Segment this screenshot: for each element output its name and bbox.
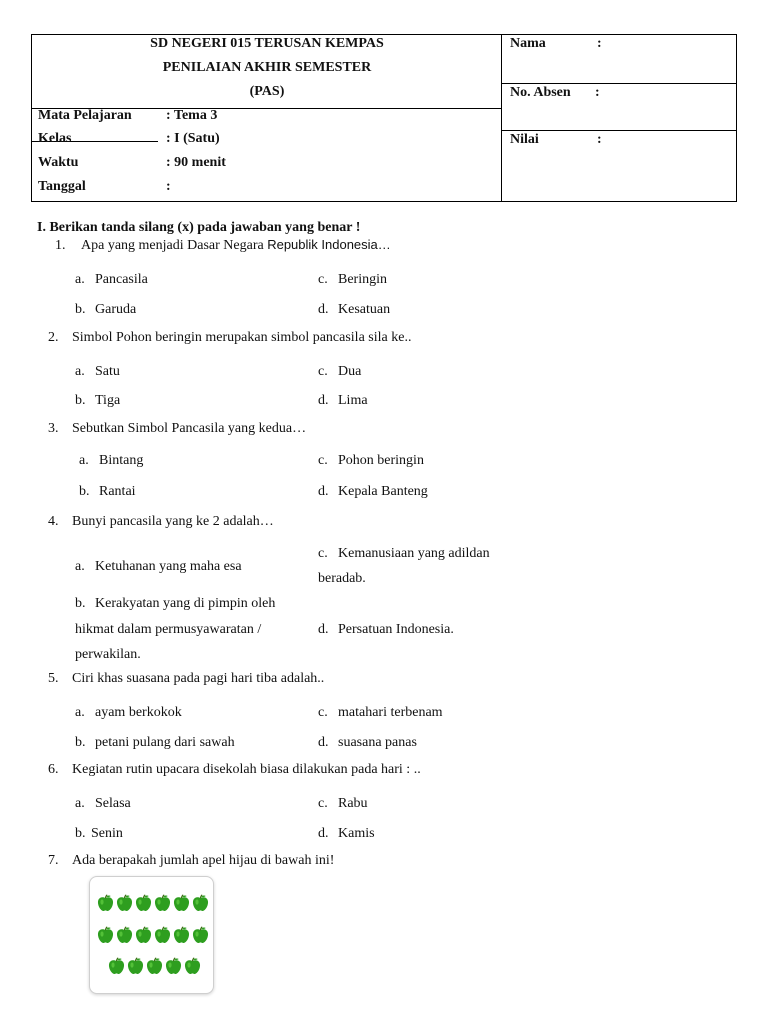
green-apple-icon: [127, 957, 144, 975]
option-letter: a.: [75, 559, 85, 574]
option-letter: c.: [318, 796, 328, 811]
field-subject: [38, 108, 217, 124]
option-4b-cont[interactable]: [75, 617, 261, 643]
exam-title: PENILAIAN AKHIR SEMESTER: [162, 60, 372, 75]
question-text: Bunyi pancasila yang ke 2 adalah…: [72, 514, 274, 529]
option-letter: d.: [318, 622, 329, 637]
green-apple-icon: [154, 894, 171, 912]
green-apple-icon: [108, 957, 125, 975]
option-text: Rantai: [99, 484, 136, 499]
option-4d[interactable]: [318, 617, 454, 643]
option-text: perwakilan.: [75, 647, 141, 662]
option-text: Pohon beringin: [338, 453, 424, 468]
option-letter: a.: [79, 453, 89, 468]
field-value: : I (Satu): [166, 131, 220, 146]
field-date: [38, 179, 171, 195]
option-text: ayam berkokok: [95, 705, 182, 720]
option-text: Kemanusiaan yang adildan: [338, 546, 490, 561]
green-apple-icon: [173, 926, 190, 944]
option-letter: d.: [318, 484, 329, 499]
option-4b-cont2[interactable]: [75, 642, 141, 668]
option-text: Rabu: [338, 796, 368, 811]
exam-abbr: (PAS): [249, 84, 285, 99]
green-apple-icon: [116, 926, 133, 944]
green-apple-icon: [154, 926, 171, 944]
option-text: Tiga: [95, 393, 121, 408]
green-apple-icon: [173, 894, 190, 912]
option-text: beradab.: [318, 571, 366, 586]
field-value: : 90 menit: [166, 155, 226, 170]
field-value: : Tema 3: [166, 108, 218, 123]
field-class: [38, 131, 220, 147]
question-2: [48, 330, 411, 346]
option-6d[interactable]: [318, 821, 375, 847]
option-letter: a.: [75, 272, 85, 287]
green-apple-icon: [146, 957, 163, 975]
green-apple-icon: [97, 894, 114, 912]
option-text: matahari terbenam: [338, 705, 443, 720]
question-number: 3.: [48, 421, 59, 436]
option-3b[interactable]: [79, 479, 136, 505]
field-time: [38, 155, 226, 171]
apple-image: [89, 876, 214, 994]
option-1d[interactable]: [318, 297, 390, 323]
option-text: Kesatuan: [338, 302, 391, 317]
option-5d[interactable]: [318, 730, 417, 756]
question-number: 4.: [48, 514, 59, 529]
option-1a[interactable]: [75, 267, 148, 293]
school-name: SD NEGERI 015 TERUSAN KEMPAS: [150, 36, 384, 51]
option-1c[interactable]: [318, 267, 387, 293]
option-letter: c.: [318, 453, 328, 468]
option-text: Lima: [338, 393, 368, 408]
absen-cell[interactable]: [502, 84, 737, 131]
option-letter: d.: [318, 393, 329, 408]
option-4c-cont[interactable]: [318, 566, 366, 592]
question-text: Ciri khas suasana pada pagi hari tiba adalah..: [72, 671, 325, 686]
name-label: Nama: [510, 36, 546, 51]
option-letter: a.: [75, 705, 85, 720]
option-letter: c.: [318, 364, 328, 379]
option-2b[interactable]: [75, 388, 120, 414]
section-title: I. Berikan tanda silang (x) pada jawaban yang benar !: [37, 220, 361, 235]
option-1b[interactable]: [75, 297, 136, 323]
field-label: Mata Pelajaran: [38, 108, 132, 123]
name-colon: :: [597, 36, 602, 51]
option-text: hikmat dalam permusyawaratan /: [75, 622, 262, 637]
apple-row-3: [108, 957, 201, 975]
option-letter: b.: [75, 826, 86, 841]
question-number: 7.: [48, 853, 59, 868]
field-value: :: [166, 179, 171, 194]
green-apple-icon: [97, 926, 114, 944]
option-6b[interactable]: [75, 821, 123, 847]
question-5: [48, 671, 324, 687]
question-text: Simbol Pohon beringin merupakan simbol pancasila sila ke..: [72, 330, 412, 345]
question-text: Kegiatan rutin upacara disekolah biasa dilakukan pada hari : ..: [72, 762, 421, 777]
green-apple-icon: [135, 894, 152, 912]
question-text-cont: Republik Indonesia…: [267, 237, 391, 252]
option-letter: c.: [318, 546, 328, 561]
question-text: Ada berapakah jumlah apel hijau di bawah ini!: [72, 853, 335, 868]
option-text: Ketuhanan yang maha esa: [95, 559, 242, 574]
question-7: [48, 853, 334, 869]
option-text: Pancasila: [95, 272, 148, 287]
question-1: [55, 237, 391, 254]
option-letter: a.: [75, 796, 85, 811]
question-number: 6.: [48, 762, 59, 777]
option-4a[interactable]: [75, 554, 242, 580]
score-colon: :: [597, 132, 602, 147]
green-apple-icon: [192, 894, 209, 912]
question-text: Apa yang menjadi Dasar Negara: [81, 238, 264, 253]
option-letter: d.: [318, 735, 329, 750]
option-2d[interactable]: [318, 388, 368, 414]
question-number: 5.: [48, 671, 59, 686]
question-number: 1.: [55, 238, 66, 253]
option-6c[interactable]: [318, 791, 368, 817]
green-apple-icon: [135, 926, 152, 944]
option-6a[interactable]: [75, 791, 131, 817]
header-table: [31, 34, 737, 202]
option-letter: c.: [318, 705, 328, 720]
option-text: Dua: [338, 364, 362, 379]
option-letter: b.: [75, 302, 86, 317]
field-label: Kelas: [38, 131, 72, 146]
option-3d[interactable]: [318, 479, 428, 505]
option-4b[interactable]: [75, 591, 275, 617]
absen-label: No. Absen: [510, 85, 571, 100]
apple-row-2: [97, 926, 209, 944]
option-letter: b.: [75, 393, 86, 408]
option-text: Kerakyatan yang di pimpin oleh: [95, 596, 276, 611]
question-4: [48, 514, 274, 530]
option-2c[interactable]: [318, 359, 361, 385]
option-text: Kepala Banteng: [338, 484, 428, 499]
question-text: Sebutkan Simbol Pancasila yang kedua…: [72, 421, 307, 436]
option-text: Garuda: [95, 302, 137, 317]
field-label: Tanggal: [38, 179, 86, 194]
option-text: Kamis: [338, 826, 375, 841]
question-number: 2.: [48, 330, 59, 345]
option-3a[interactable]: [79, 448, 143, 474]
absen-colon: :: [595, 85, 600, 100]
score-cell[interactable]: [502, 131, 737, 201]
option-letter: b.: [79, 484, 90, 499]
name-cell[interactable]: [502, 35, 737, 84]
option-5b[interactable]: [75, 730, 235, 756]
apple-row-1: [97, 894, 209, 912]
green-apple-icon: [165, 957, 182, 975]
option-4c[interactable]: [318, 541, 490, 567]
option-text: Persatuan Indonesia.: [338, 622, 454, 637]
option-text: Beringin: [338, 272, 387, 287]
header-left-cell: [32, 35, 502, 201]
score-label: Nilai: [510, 132, 539, 147]
option-2a[interactable]: [75, 359, 120, 385]
option-3c[interactable]: [318, 448, 424, 474]
option-letter: b.: [75, 596, 86, 611]
option-letter: d.: [318, 302, 329, 317]
option-text: suasana panas: [338, 735, 417, 750]
option-text: Senin: [91, 826, 123, 841]
field-label: Waktu: [38, 155, 79, 170]
option-letter: d.: [318, 826, 329, 841]
question-6: [48, 762, 421, 778]
option-5a[interactable]: [75, 700, 182, 726]
option-letter: a.: [75, 364, 85, 379]
option-text: petani pulang dari sawah: [95, 735, 235, 750]
option-letter: b.: [75, 735, 86, 750]
option-text: Satu: [95, 364, 120, 379]
green-apple-icon: [184, 957, 201, 975]
option-text: Bintang: [99, 453, 144, 468]
option-letter: c.: [318, 272, 328, 287]
green-apple-icon: [116, 894, 133, 912]
option-5c[interactable]: [318, 700, 443, 726]
question-3: [48, 421, 306, 437]
green-apple-icon: [192, 926, 209, 944]
option-text: Selasa: [95, 796, 131, 811]
